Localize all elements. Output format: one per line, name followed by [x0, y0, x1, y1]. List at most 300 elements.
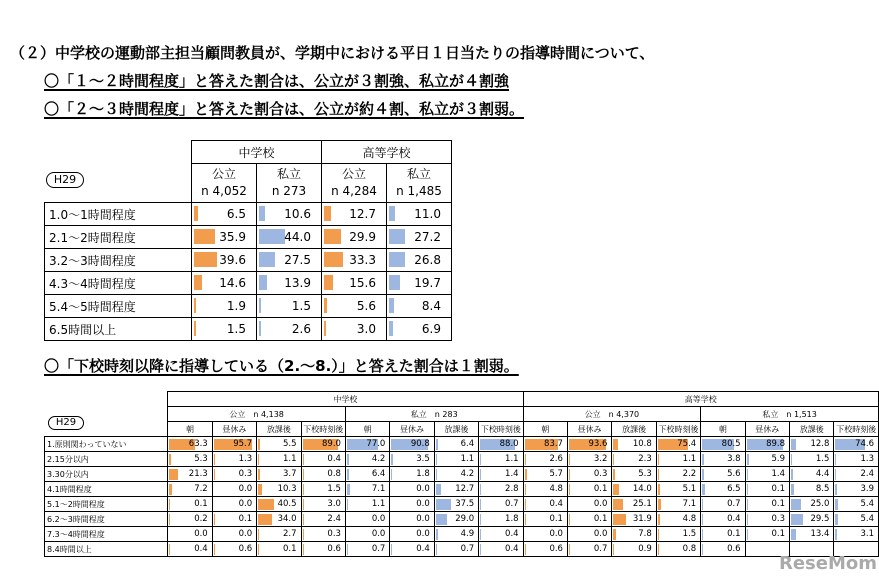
t2-row-label: 6.2～3時間程度: [45, 512, 168, 527]
t2-subcol-header: 下校時刻後: [301, 422, 345, 437]
t2-row-label: 4.1時間程度: [45, 482, 168, 497]
t2-bar: [658, 454, 659, 465]
t2-cell: [345, 482, 389, 497]
t1-cell: [387, 272, 452, 295]
t2-bar: [303, 484, 304, 495]
t2-bar: [658, 469, 659, 480]
t1-cell: [257, 226, 322, 249]
t2-subcol-header: 昼休み: [567, 422, 611, 437]
t2-cell: [567, 542, 611, 557]
t2-bar: [214, 469, 215, 480]
t2-cell: [212, 542, 256, 557]
t2-bar: [525, 514, 526, 525]
t2-cell: [257, 512, 301, 527]
t2-value: 0.3: [593, 469, 608, 479]
t2-subcol-header: 放課後: [257, 422, 301, 437]
t2-cell: [834, 512, 879, 527]
t2-subcol-header: 朝: [523, 422, 567, 437]
t2-cell: [479, 482, 523, 497]
t2-value: 10.3: [277, 484, 297, 494]
t2-bar: [169, 499, 170, 510]
t2-value: 0.4: [727, 514, 741, 524]
t2-bar: [303, 529, 304, 540]
t2-bar: [258, 514, 272, 525]
t2-cell: [701, 542, 745, 557]
t2-cell: [168, 452, 212, 467]
t2-value: 0.1: [771, 499, 785, 509]
t2-value: 90.8: [410, 439, 430, 449]
t2-value: 2.8: [505, 484, 519, 494]
t2-value: 5.5: [283, 439, 297, 449]
t2-row: [45, 512, 879, 527]
t2-cell: [701, 437, 745, 452]
t2-bar: [613, 439, 617, 450]
t2-row-label: 5.1～2時間程度: [45, 497, 168, 512]
t2-bar: [702, 529, 703, 540]
t2-cell: [390, 482, 434, 497]
intro-text: （２）中学校の運動部主担当顧問教員が、学期中における平日１日当たりの指導時間について、: [10, 44, 655, 62]
t2-value: 12.8: [810, 439, 830, 449]
t2-value: 7.1: [371, 484, 386, 494]
t2-value: 0.7: [371, 544, 386, 554]
t1-col-header: 私立 n 273: [257, 164, 322, 203]
t2-row-label: 8.4時間以上: [45, 542, 168, 557]
t2-value: 0.0: [238, 499, 253, 509]
t2-cell: [523, 482, 567, 497]
t1-col-header: 公立 n 4,052: [192, 164, 257, 203]
t2-cell: [523, 497, 567, 512]
t1-bar: [324, 206, 331, 221]
t1-row: [45, 318, 452, 341]
t1-value: 27.5: [284, 253, 311, 267]
t2-bar: [258, 469, 259, 480]
t1-bar: [324, 275, 333, 290]
t2-value: 0.0: [416, 499, 430, 509]
t1-value: 3.0: [356, 322, 376, 336]
t1-bar: [259, 252, 275, 267]
t2-cell: [612, 542, 656, 557]
t2-value: 5.4: [860, 514, 874, 524]
t2-cell: [168, 512, 212, 527]
t1-value: 14.6: [219, 276, 246, 290]
t1-cell: [192, 272, 257, 295]
t2-subgroup: 私立 n 283: [345, 407, 523, 422]
t2-cell: [790, 452, 834, 467]
t2-value: 13.4: [810, 529, 830, 539]
t2-bar: [525, 469, 527, 480]
t2-value: 0.1: [593, 514, 608, 524]
t2-value: 0.0: [549, 529, 563, 539]
t2-value: 0.0: [238, 529, 253, 539]
t2-value: 4.8: [682, 514, 697, 524]
t2-subcol-header: 放課後: [612, 422, 656, 437]
t1-row-label: 5.4～5時間程度: [45, 295, 192, 318]
t1-value: 29.9: [349, 230, 376, 244]
t2-bar: [480, 454, 481, 465]
t2-bar: [702, 499, 703, 510]
t2-value: 1.1: [371, 499, 386, 509]
t2-value: 1.5: [815, 454, 830, 464]
finding-line-3: [44, 355, 519, 376]
t2-value: 0.0: [416, 484, 430, 494]
t2-value: 1.1: [283, 454, 297, 464]
t1-bar: [194, 206, 198, 221]
t2-value: 0.1: [727, 529, 741, 539]
t2-bar: [791, 514, 803, 525]
t2-bar: [258, 499, 274, 510]
t2-cell: [745, 452, 789, 467]
t2-bar: [480, 514, 481, 525]
t2-row-label: 1.原則関わっていない: [45, 437, 168, 452]
t2-cell: [345, 542, 389, 557]
resemom-logo: ReseMom: [778, 553, 877, 574]
t2-value: 12.7: [455, 484, 475, 494]
t2-bar: [747, 484, 748, 495]
t2-bar: [658, 529, 659, 540]
t1-value: 15.6: [349, 276, 376, 290]
t2-value: 0.0: [416, 514, 430, 524]
t2-bar: [747, 514, 748, 525]
finding-text-3: 〇「下校時刻以降に指導している（2.～8.）」と答えた割合は１割弱。: [44, 357, 519, 375]
t2-bar: [480, 544, 481, 555]
t2-bar: [436, 469, 438, 480]
t1-row-label: 4.3～4時間程度: [45, 272, 192, 295]
t2-value: 5.3: [194, 454, 208, 464]
t1-bar: [194, 229, 215, 244]
t2-cell: [345, 467, 389, 482]
t1-cell: [257, 203, 322, 226]
t2-cell: [345, 437, 389, 452]
t1-bar: [389, 252, 405, 267]
t2-cell: [834, 497, 879, 512]
t2-cell: [257, 527, 301, 542]
t2-cell: [301, 437, 345, 452]
t2-bar: [835, 469, 836, 480]
t2-bar: [436, 454, 437, 465]
t2-bar: [658, 544, 659, 555]
t2-row: [45, 482, 879, 497]
t2-value: 74.6: [855, 439, 874, 449]
t2-value: 40.5: [277, 499, 297, 509]
t1-bar: [194, 298, 196, 313]
t2-value: 6.5: [727, 484, 741, 494]
t1-bar: [324, 229, 341, 244]
t2-bar: [391, 454, 392, 465]
t2-value: 29.0: [455, 514, 475, 524]
t1-row: [45, 272, 452, 295]
t1-cell: [192, 295, 257, 318]
finding-line-1: [44, 70, 509, 91]
t2-cell: [345, 512, 389, 527]
t2-value: 37.5: [455, 499, 475, 509]
t2-cell: [790, 437, 834, 452]
t2-value: 89.8: [766, 439, 785, 449]
t2-bar: [613, 499, 623, 510]
t2-cell: [745, 437, 789, 452]
t2-group-jhs: 中学校: [168, 392, 523, 407]
t2-bar: [480, 529, 481, 540]
t2-value: 7.1: [682, 499, 697, 509]
t2-bar: [436, 484, 441, 495]
t2-bar: [303, 469, 304, 480]
t2-cell: [612, 467, 656, 482]
t2-cell: [612, 527, 656, 542]
t2-bar: [525, 544, 526, 555]
t2-cell: [301, 527, 345, 542]
t2-subcol-header: 放課後: [790, 422, 834, 437]
t2-cell: [479, 512, 523, 527]
t2-value: 4.9: [460, 529, 475, 539]
t2-value: 0.4: [416, 544, 430, 554]
t2-bar: [702, 544, 703, 555]
t1-cell: [192, 318, 257, 341]
finding-text-2: 〇「２～３時間程度」と答えた割合は、公立が約４割、私立が３割弱。: [44, 100, 525, 118]
t2-subcol-header: 下校時刻後: [834, 422, 879, 437]
t2-bar: [436, 544, 437, 555]
t2-value: 80.5: [721, 439, 741, 449]
t2-cell: [612, 497, 656, 512]
t2-bar: [258, 484, 262, 495]
t2-bar: [214, 544, 215, 555]
t2-bar: [569, 514, 570, 525]
t1-bar: [259, 275, 267, 290]
t1-value: 1.5: [226, 322, 246, 336]
t1-bar: [259, 298, 261, 313]
t2-bar: [702, 454, 704, 465]
t2-value: 0.1: [194, 499, 208, 509]
t2-cell: [301, 482, 345, 497]
finding-text-1: 〇「１～２時間程度」と答えた割合は、公立が３割強、私立が４割強: [44, 72, 510, 90]
t2-bar: [747, 454, 749, 465]
t2-bar: [569, 469, 570, 480]
t1-bar: [389, 229, 405, 244]
t2-subcol-header: 下校時刻後: [479, 422, 523, 437]
t2-row-label: 3.30分以内: [45, 467, 168, 482]
t2-cell: [479, 452, 523, 467]
t2-bar: [347, 454, 349, 465]
t1-value: 2.6: [291, 322, 311, 336]
t2-bar: [436, 499, 451, 510]
t2-bar: [258, 439, 260, 450]
t1-cell: [192, 226, 257, 249]
t1-value: 44.0: [284, 230, 311, 244]
t2-value: 1.3: [860, 454, 874, 464]
t1-value: 33.3: [349, 253, 376, 267]
t1-cell: [387, 249, 452, 272]
t2-cell: [612, 482, 656, 497]
t2-cell: [745, 512, 789, 527]
t2-row-label: 7.3～4時間程度: [45, 527, 168, 542]
t2-subgroup: 公立 n 4,370: [523, 407, 701, 422]
t2-cell: [523, 437, 567, 452]
t2-subcol-header: 昼休み: [212, 422, 256, 437]
t1-cell: [387, 203, 452, 226]
t1-row-label: 2.1～2時間程度: [45, 226, 192, 249]
t2-bar: [347, 499, 348, 510]
t2-bar: [525, 454, 526, 465]
t2-cell: [567, 497, 611, 512]
t1-cell: [322, 272, 387, 295]
t2-value: 0.6: [238, 544, 253, 554]
t2-cell: [790, 512, 834, 527]
t1-bar: [259, 229, 285, 244]
t2-value: 2.4: [327, 514, 341, 524]
t2-cell: [434, 452, 478, 467]
t1-value: 1.5: [291, 299, 311, 313]
t2-cell: [168, 527, 212, 542]
t1-value: 35.9: [219, 230, 246, 244]
t2-value: 75.4: [677, 439, 697, 449]
t2-row: [45, 452, 879, 467]
t1-row: [45, 203, 452, 226]
t2-value: 0.6: [327, 544, 341, 554]
t1-cell: [257, 318, 322, 341]
t2-cell: [212, 497, 256, 512]
intro-line: [10, 42, 654, 63]
t1-bar: [389, 275, 400, 290]
t2-cell: [212, 452, 256, 467]
t2-value: 0.0: [593, 499, 608, 509]
t2-value: 1.3: [238, 454, 253, 464]
t1-group-hs: 高等学校: [322, 141, 452, 164]
t2-cell: [390, 527, 434, 542]
t2-bar: [747, 469, 748, 480]
t2-value: 0.1: [593, 484, 608, 494]
t2-value: 0.3: [238, 469, 253, 479]
t2-bar: [702, 469, 704, 480]
t2-bar: [835, 529, 836, 540]
t2-cell: [257, 542, 301, 557]
t2-value: 1.1: [460, 454, 475, 464]
t2-value: 0.7: [727, 499, 741, 509]
t2-bar: [702, 514, 703, 525]
t1-value: 11.0: [414, 207, 441, 221]
t2-cell: [834, 437, 879, 452]
t2-row: [45, 542, 879, 557]
t2-cell: [301, 542, 345, 557]
t2-value: 0.1: [549, 514, 563, 524]
t2-value: 0.7: [593, 544, 608, 554]
t2-value: 3.8: [727, 454, 741, 464]
table1-year-tag: H29: [46, 172, 84, 188]
t2-cell: [701, 527, 745, 542]
t1-col-header: 公立 n 4,284: [322, 164, 387, 203]
t2-value: 0.3: [327, 529, 341, 539]
t2-cell: [434, 512, 478, 527]
t2-value: 1.8: [416, 469, 430, 479]
t2-value: 21.3: [188, 469, 208, 479]
t2-cell: [479, 527, 523, 542]
t1-value: 6.5: [226, 207, 246, 221]
t1-value: 26.8: [414, 253, 441, 267]
t2-subcol-header: 昼休み: [390, 422, 434, 437]
t2-value: 0.4: [505, 529, 519, 539]
t2-bar: [169, 454, 171, 465]
t2-subcol-header: 朝: [345, 422, 389, 437]
t2-cell: [212, 467, 256, 482]
t2-bar: [169, 469, 178, 480]
t2-subcol-header: 朝: [168, 422, 212, 437]
t2-bar: [258, 544, 259, 555]
t2-cell: [834, 467, 879, 482]
t1-row-label: 3.2～3時間程度: [45, 249, 192, 272]
t2-cell: [434, 482, 478, 497]
t2-value: 0.2: [194, 514, 208, 524]
t1-bar: [324, 321, 326, 336]
t2-bar: [613, 454, 614, 465]
t2-subcol-header: 朝: [701, 422, 745, 437]
t2-value: 0.0: [371, 529, 386, 539]
t1-cell: [387, 318, 452, 341]
t2-value: 4.8: [549, 484, 563, 494]
t2-bar: [303, 499, 304, 510]
t2-cell: [701, 452, 745, 467]
t2-value: 2.4: [860, 469, 874, 479]
t2-row: [45, 467, 879, 482]
t2-value: 8.5: [815, 484, 830, 494]
t2-cell: [790, 497, 834, 512]
table2-year-tag: H29: [48, 416, 84, 430]
t2-value: 1.5: [327, 484, 341, 494]
t2-bar: [658, 514, 660, 525]
t1-value: 10.6: [284, 207, 311, 221]
t2-bar: [391, 469, 392, 480]
t2-bar: [747, 499, 748, 510]
t2-cell: [212, 512, 256, 527]
t1-cell: [257, 295, 322, 318]
t2-bar: [169, 484, 172, 495]
t2-cell: [434, 467, 478, 482]
t2-value: 0.4: [505, 544, 519, 554]
t2-value: 0.4: [327, 454, 341, 464]
t2-cell: [168, 467, 212, 482]
t2-subcol-header: 昼休み: [745, 422, 789, 437]
t2-bar: [658, 499, 661, 510]
t2-bar: [835, 484, 837, 495]
t2-cell: [479, 497, 523, 512]
t2-bar: [169, 514, 170, 525]
t2-value: 0.9: [638, 544, 652, 554]
t2-value: 14.0: [632, 484, 652, 494]
t2-bar: [480, 499, 481, 510]
t2-value: 4.4: [815, 469, 830, 479]
t2-subcol-header: 下校時刻後: [656, 422, 700, 437]
t2-bar: [169, 544, 170, 555]
t2-cell: [834, 527, 879, 542]
t2-value: 4.2: [371, 454, 386, 464]
t2-subcol-header: 放課後: [434, 422, 478, 437]
t1-bar: [194, 321, 196, 336]
t2-value: 0.1: [283, 544, 297, 554]
t2-bar: [791, 469, 793, 480]
t2-bar: [347, 484, 350, 495]
t2-value: 0.7: [505, 499, 519, 509]
t2-value: 3.1: [860, 529, 874, 539]
t2-value: 5.4: [860, 499, 874, 509]
t2-value: 1.8: [505, 514, 519, 524]
t2-bar: [303, 454, 304, 465]
t2-cell: [257, 437, 301, 452]
t1-cell: [322, 249, 387, 272]
t2-value: 95.7: [233, 439, 253, 449]
t1-value: 5.6: [356, 299, 376, 313]
t2-value: 0.7: [460, 544, 475, 554]
t2-value: 0.0: [194, 529, 208, 539]
t2-cell: [434, 527, 478, 542]
t2-value: 0.4: [194, 544, 208, 554]
t2-value: 3.5: [416, 454, 430, 464]
t2-cell: [168, 497, 212, 512]
